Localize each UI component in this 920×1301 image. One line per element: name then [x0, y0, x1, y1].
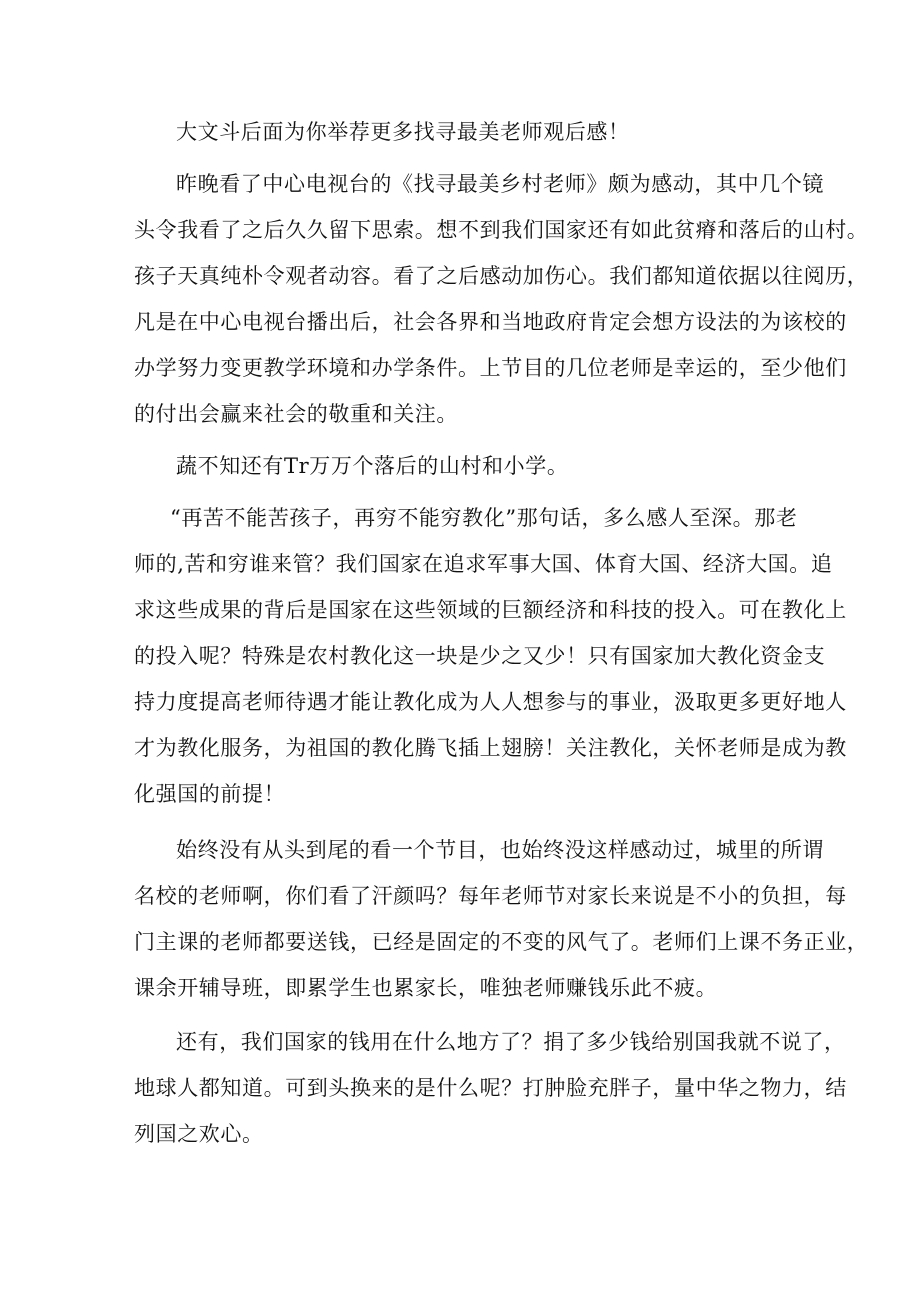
text-line: 头令我看了之后久久留下思索。想不到我们国家还有如此贫瘠和落后的山村。 — [134, 218, 869, 242]
text-line: 昨晚看了中心电视台的《找寻最美乡村老师》颇为感动，其中几个镜 — [176, 172, 824, 196]
text-line: 的投入呢？特殊是农村教化这一块是少之又少！只有国家加大教化资金支 — [134, 644, 826, 668]
text-line: 名校的老师啊，你们看了汗颜吗？每年老师节对家长来说是不小的负担，每 — [134, 884, 847, 908]
text-line: 持力度提高老师待遇才能让教化成为人人想参与的事业，汲取更多更好地人 — [134, 690, 847, 714]
text-line: 求这些成果的背后是国家在这些领域的巨额经济和科技的投入。可在教化上 — [134, 598, 847, 622]
text-line: 师的,苦和穷谁来管？我们国家在追求军事大国、体育大国、经济大国。追 — [134, 552, 833, 576]
text-line: 凡是在中心电视台播出后，社会各界和当地政府肯定会想方设法的为该校的 — [134, 310, 847, 334]
text-line: 大文斗后面为你举荐更多找寻最美老师观后感！ — [176, 120, 630, 144]
text-line: 化强国的前提！ — [134, 782, 286, 806]
text-line: 列国之欢心。 — [134, 1122, 264, 1146]
text-line: 的付出会赢来社会的敬重和关注。 — [134, 402, 458, 426]
text-line: 蔬不知还有Tr万万个落后的山村和小学。 — [176, 454, 569, 478]
text-line: 还有，我们国家的钱用在什么地方了？捐了多少钱给别国我就不说了， — [176, 1030, 846, 1054]
text-line: 地球人都知道。可到头换来的是什么呢？打肿脸充胖子，量中华之物力，结 — [134, 1076, 847, 1100]
text-line: 课余开辅导班，即累学生也累家长，唯独老师赚钱乐此不疲。 — [134, 976, 718, 1000]
text-line: 办学努力变更教学环境和办学条件。上节目的几位老师是幸运的，至少他们 — [134, 356, 847, 380]
text-line: 才为教化服务，为祖国的教化腾飞插上翅膀！关注教化，关怀老师是成为教 — [134, 736, 847, 760]
text-line: 孩子天真纯朴令观者动容。看了之后感动加伤心。我们都知道依据以往阅历， — [134, 264, 869, 288]
text-line: 门主课的老师都要送钱，已经是固定的不变的风气了。老师们上课不务正业， — [134, 930, 869, 954]
text-line: 始终没有从头到尾的看一个节目，也始终没这样感动过，城里的所谓 — [176, 838, 824, 862]
text-line: “再苦不能苦孩子，再穷不能穷教化”那句话，多么感人至深。那老 — [170, 506, 798, 530]
